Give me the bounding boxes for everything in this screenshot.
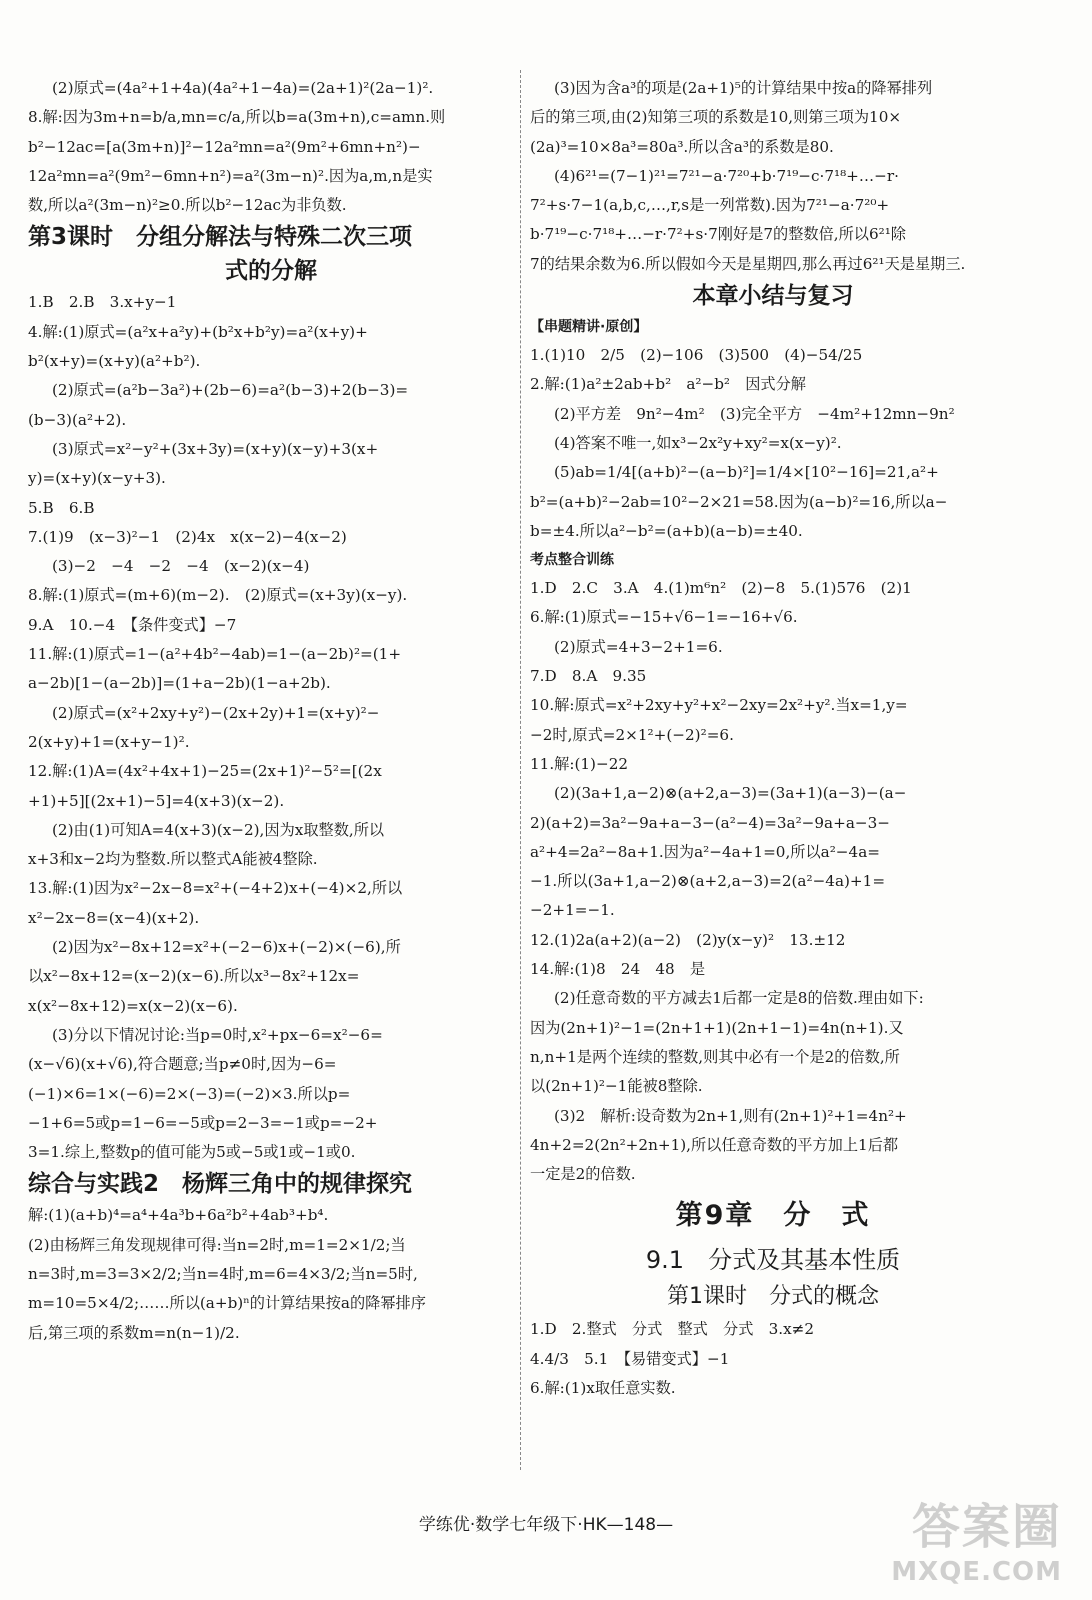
- watermark-logo: 答案圈: [911, 1499, 1062, 1555]
- text-line: 解:(1)(a+b)⁴=a⁴+4a³b+6a²b²+4ab³+b⁴.: [28, 1206, 329, 1225]
- text-line: (3)2 解析:设奇数为2n+1,则有(2n+1)²+1=4n²+: [554, 1106, 907, 1125]
- text-line: (2)原式=(4a²+1+4a)(4a²+1−4a)=(2a+1)²(2a−1)².: [52, 79, 434, 97]
- text-line: (4)答案不唯一,如x³−2x²y+xy²=x(x−y)².: [554, 433, 842, 452]
- text-line: 2(x+y)+1=(x+y−1)².: [28, 732, 190, 751]
- text-line: 后,第三项的系数m=n(n−1)/2.: [28, 1323, 240, 1342]
- text-line: b=±4.所以a²−b²=(a+b)(a−b)=±40.: [530, 521, 803, 540]
- text-line: (2)(3a+1,a−2)⊗(a+2,a−3)=(3a+1)(a−3)−(a−: [554, 784, 907, 803]
- subsection-label: 考点整合训练: [530, 552, 614, 569]
- text-line: 1.(1)10 2/5 (2)−106 (3)500 (4)−54/25: [530, 346, 863, 365]
- text-line: 4n+2=2(2n²+2n+1),所以任意奇数的平方加上1后都: [530, 1135, 899, 1154]
- text-line: (3)−2 −4 −2 −4 (x−2)(x−4): [52, 557, 310, 576]
- text-line: 6.解:(1)原式=−15+√6−1=−16+√6.: [530, 608, 798, 627]
- text-line: b²=(a+b)²−2ab=10²−2×21=58.因为(a−b)²=16,所以a−: [530, 492, 948, 511]
- text-line: 11.解:(1)−22: [530, 754, 629, 773]
- text-line: (2)平方差 9n²−4m² (3)完全平方 −4m²+12mn−9n²: [554, 404, 955, 423]
- text-line: x+3和x−2均为整数.所以整式A能被4整除.: [28, 850, 318, 869]
- text-line: (3)因为含a³的项是(2a+1)⁵的计算结果中按a的降幂排列: [554, 79, 933, 97]
- text-line: 10.解:原式=x²+2xy+y²+x²−2xy=2x²+y².当x=1,y=: [530, 696, 908, 715]
- text-line: 7.(1)9 (x−3)²−1 (2)4x x(x−2)−4(x−2): [28, 527, 347, 546]
- text-line: 1.B 2.B 3.x+y−1: [28, 293, 177, 312]
- text-line: 7.D 8.A 9.35: [530, 667, 647, 686]
- left-column: [28, 74, 514, 1348]
- text-line: −2+1=−1.: [530, 901, 615, 920]
- page-footer: 学练优·数学七年级下·HK—148—: [418, 1515, 674, 1535]
- watermark-url: MXQE.COM: [891, 1557, 1062, 1587]
- text-line: 9.A 10.−4 【条件变式】−7: [28, 615, 237, 634]
- text-line: m=10=5×4/2;……所以(a+b)ⁿ的计算结果按a的降幂排序: [28, 1294, 426, 1313]
- text-line: 1.D 2.C 3.A 4.(1)m⁶n² (2)−8 5.(1)576 (2)1: [530, 579, 912, 598]
- text-line: (3)分以下情况讨论:当p=0时,x²+px−6=x²−6=: [52, 1025, 383, 1044]
- text-line: n=3时,m=3=3×2/2;当n=4时,m=6=4×3/2;当n=5时,: [28, 1264, 418, 1283]
- text-line: (2)任意奇数的平方减去1后都一定是8的倍数.理由如下:: [554, 989, 924, 1008]
- text-line: 3=1.综上,整数p的值可能为5或−5或1或−1或0.: [28, 1143, 356, 1162]
- text-line: 8.解:(1)原式=(m+6)(m−2). (2)原式=(x+3y)(x−y).: [28, 586, 408, 605]
- text-line: (2)因为x²−8x+12=x²+(−2−6)x+(−2)×(−6),所: [52, 938, 401, 957]
- chapter-title: 第9章 分 式: [675, 1200, 871, 1232]
- text-line: 7的结果余数为6.所以假如今天是星期四,那么再过6²¹天是星期三.: [530, 254, 966, 273]
- lesson-title: 第1课时 分式的概念: [667, 1284, 879, 1310]
- text-line: (x−√6)(x+√6),符合题意;当p≠0时,因为−6=: [28, 1055, 337, 1074]
- subsection-label: 【串题精讲·原创】: [530, 319, 648, 336]
- text-line: (2)由(1)可知A=4(x+3)(x−2),因为x取整数,所以: [52, 820, 385, 839]
- text-line: 一定是2的倍数.: [530, 1165, 636, 1184]
- section-heading: 式的分解: [225, 258, 317, 285]
- text-line: (3)原式=x²−y²+(3x+3y)=(x+y)(x−y)+3(x+: [52, 439, 379, 458]
- text-line: 2.解:(1)a²±2ab+b² a²−b² 因式分解: [530, 375, 806, 394]
- text-line: (2)原式=(x²+2xy+y²)−(2x+2y)+1=(x+y)²−: [52, 703, 380, 722]
- text-line: 因为(2n+1)²−1=(2n+1+1)(2n+1−1)=4n(n+1).又: [530, 1018, 904, 1037]
- section-heading: 本章小结与复习: [692, 283, 854, 310]
- text-line: x(x²−8x+12)=x(x−2)(x−6).: [28, 996, 238, 1015]
- text-line: (2)原式=4+3−2+1=6.: [554, 637, 723, 656]
- text-line: 以(2n+1)²−1能被8整除.: [530, 1077, 703, 1096]
- watermark: [891, 1488, 1062, 1587]
- text-line: y)=(x+y)(x−y+3).: [28, 469, 166, 488]
- text-line: x²−2x−8=(x−4)(x+2).: [28, 908, 200, 927]
- text-line: +1)+5][(2x+1)−5]=4(x+3)(x−2).: [28, 791, 285, 810]
- text-line: 12.(1)2a(a+2)(a−2) (2)y(x−y)² 13.±12: [530, 930, 846, 949]
- text-line: −1.所以(3a+1,a−2)⊗(a+2,a−3)=2(a²−4a)+1=: [530, 872, 886, 891]
- text-line: (2a)³=10×8a³=80a³.所以含a³的系数是80.: [530, 137, 834, 156]
- text-line: b·7¹⁹−c·7¹⁸+…−r·7²+s·7刚好是7的整数倍,所以6²¹除: [530, 225, 906, 244]
- right-column: [530, 74, 1016, 1403]
- text-line: (5)ab=1/4[(a+b)²−(a−b)²]=1/4×[10²−16]=21,a²+: [554, 463, 939, 482]
- text-line: 2)(a+2)=3a²−9a+a−3−(a²−4)=3a²−9a+a−3−: [530, 813, 890, 832]
- text-line: 1.D 2.整式 分式 整式 分式 3.x≠2: [530, 1320, 815, 1339]
- text-line: 8.解:因为3m+n=b/a,mn=c/a,所以b=a(3m+n),c=amn.则: [28, 108, 446, 127]
- text-line: a²+4=2a²−8a+1.因为a²−4a+1=0,所以a²−4a=: [530, 842, 880, 861]
- text-line: 7²+s·7−1(a,b,c,…,r,s是一列常数).因为7²¹−a·7²⁰+: [530, 196, 890, 215]
- text-line: 4.解:(1)原式=(a²x+a²y)+(b²x+b²y)=a²(x+y)+: [28, 322, 368, 341]
- column-divider: [520, 70, 521, 1470]
- text-line: 11.解:(1)原式=1−(a²+4b²−4ab)=1−(a−2b)²=(1+: [28, 645, 402, 664]
- text-line: −1+6=5或p=1−6=−5或p=2−3=−1或p=−2+: [28, 1113, 378, 1132]
- text-line: (b−3)(a²+2).: [28, 410, 127, 429]
- text-line: 14.解:(1)8 24 48 是: [530, 960, 706, 979]
- text-line: 4.4/3 5.1 【易错变式】−1: [530, 1349, 730, 1368]
- text-line: 12a²mn=a²(9m²−6mn+n²)=a²(3m−n)².因为a,m,n是实: [28, 166, 433, 185]
- text-line: 6.解:(1)x取任意实数.: [530, 1378, 676, 1397]
- text-line: b²(x+y)=(x+y)(a²+b²).: [28, 352, 201, 371]
- text-line: a−2b)[1−(a−2b)]=(1+a−2b)(1−a+2b).: [28, 674, 331, 693]
- text-line: 5.B 6.B: [28, 498, 95, 517]
- text-line: (−1)×6=1×(−6)=2×(−3)=(−2)×3.所以p=: [28, 1084, 351, 1103]
- section-heading: 综合与实践2 杨辉三角中的规律探究: [28, 1171, 413, 1198]
- text-line: (2)原式=(a²b−3a²)+(2b−6)=a²(b−3)+2(b−3)=: [52, 381, 409, 400]
- text-line: n,n+1是两个连续的整数,则其中必有一个是2的倍数,所: [530, 1047, 900, 1066]
- text-line: 数,所以a²(3m−n)²≥0.所以b²−12ac为非负数.: [28, 196, 347, 215]
- text-line: 12.解:(1)A=(4x²+4x+1)−25=(2x+1)²−5²=[(2x: [28, 762, 382, 781]
- text-line: 以x²−8x+12=(x−2)(x−6).所以x³−8x²+12x=: [28, 967, 360, 986]
- text-line: (4)6²¹=(7−1)²¹=7²¹−a·7²⁰+b·7¹⁹−c·7¹⁸+…−r·: [554, 166, 899, 185]
- text-line: 后的第三项,由(2)知第三项的系数是10,则第三项为10×: [530, 108, 902, 127]
- text-line: 13.解:(1)因为x²−2x−8=x²+(−4+2)x+(−4)×2,所以: [28, 879, 403, 898]
- section-heading: 第3课时 分组分解法与特殊二次三项: [28, 224, 413, 251]
- text-line: (2)由杨辉三角发现规律可得:当n=2时,m=1=2×1/2;当: [28, 1235, 406, 1254]
- text-line: −2时,原式=2×1²+(−2)²=6.: [530, 725, 734, 744]
- text-line: b²−12ac=[a(3m+n)]²−12a²mn=a²(9m²+6mn+n²)−: [28, 137, 421, 156]
- section-title: 9.1 分式及其基本性质: [645, 1246, 901, 1275]
